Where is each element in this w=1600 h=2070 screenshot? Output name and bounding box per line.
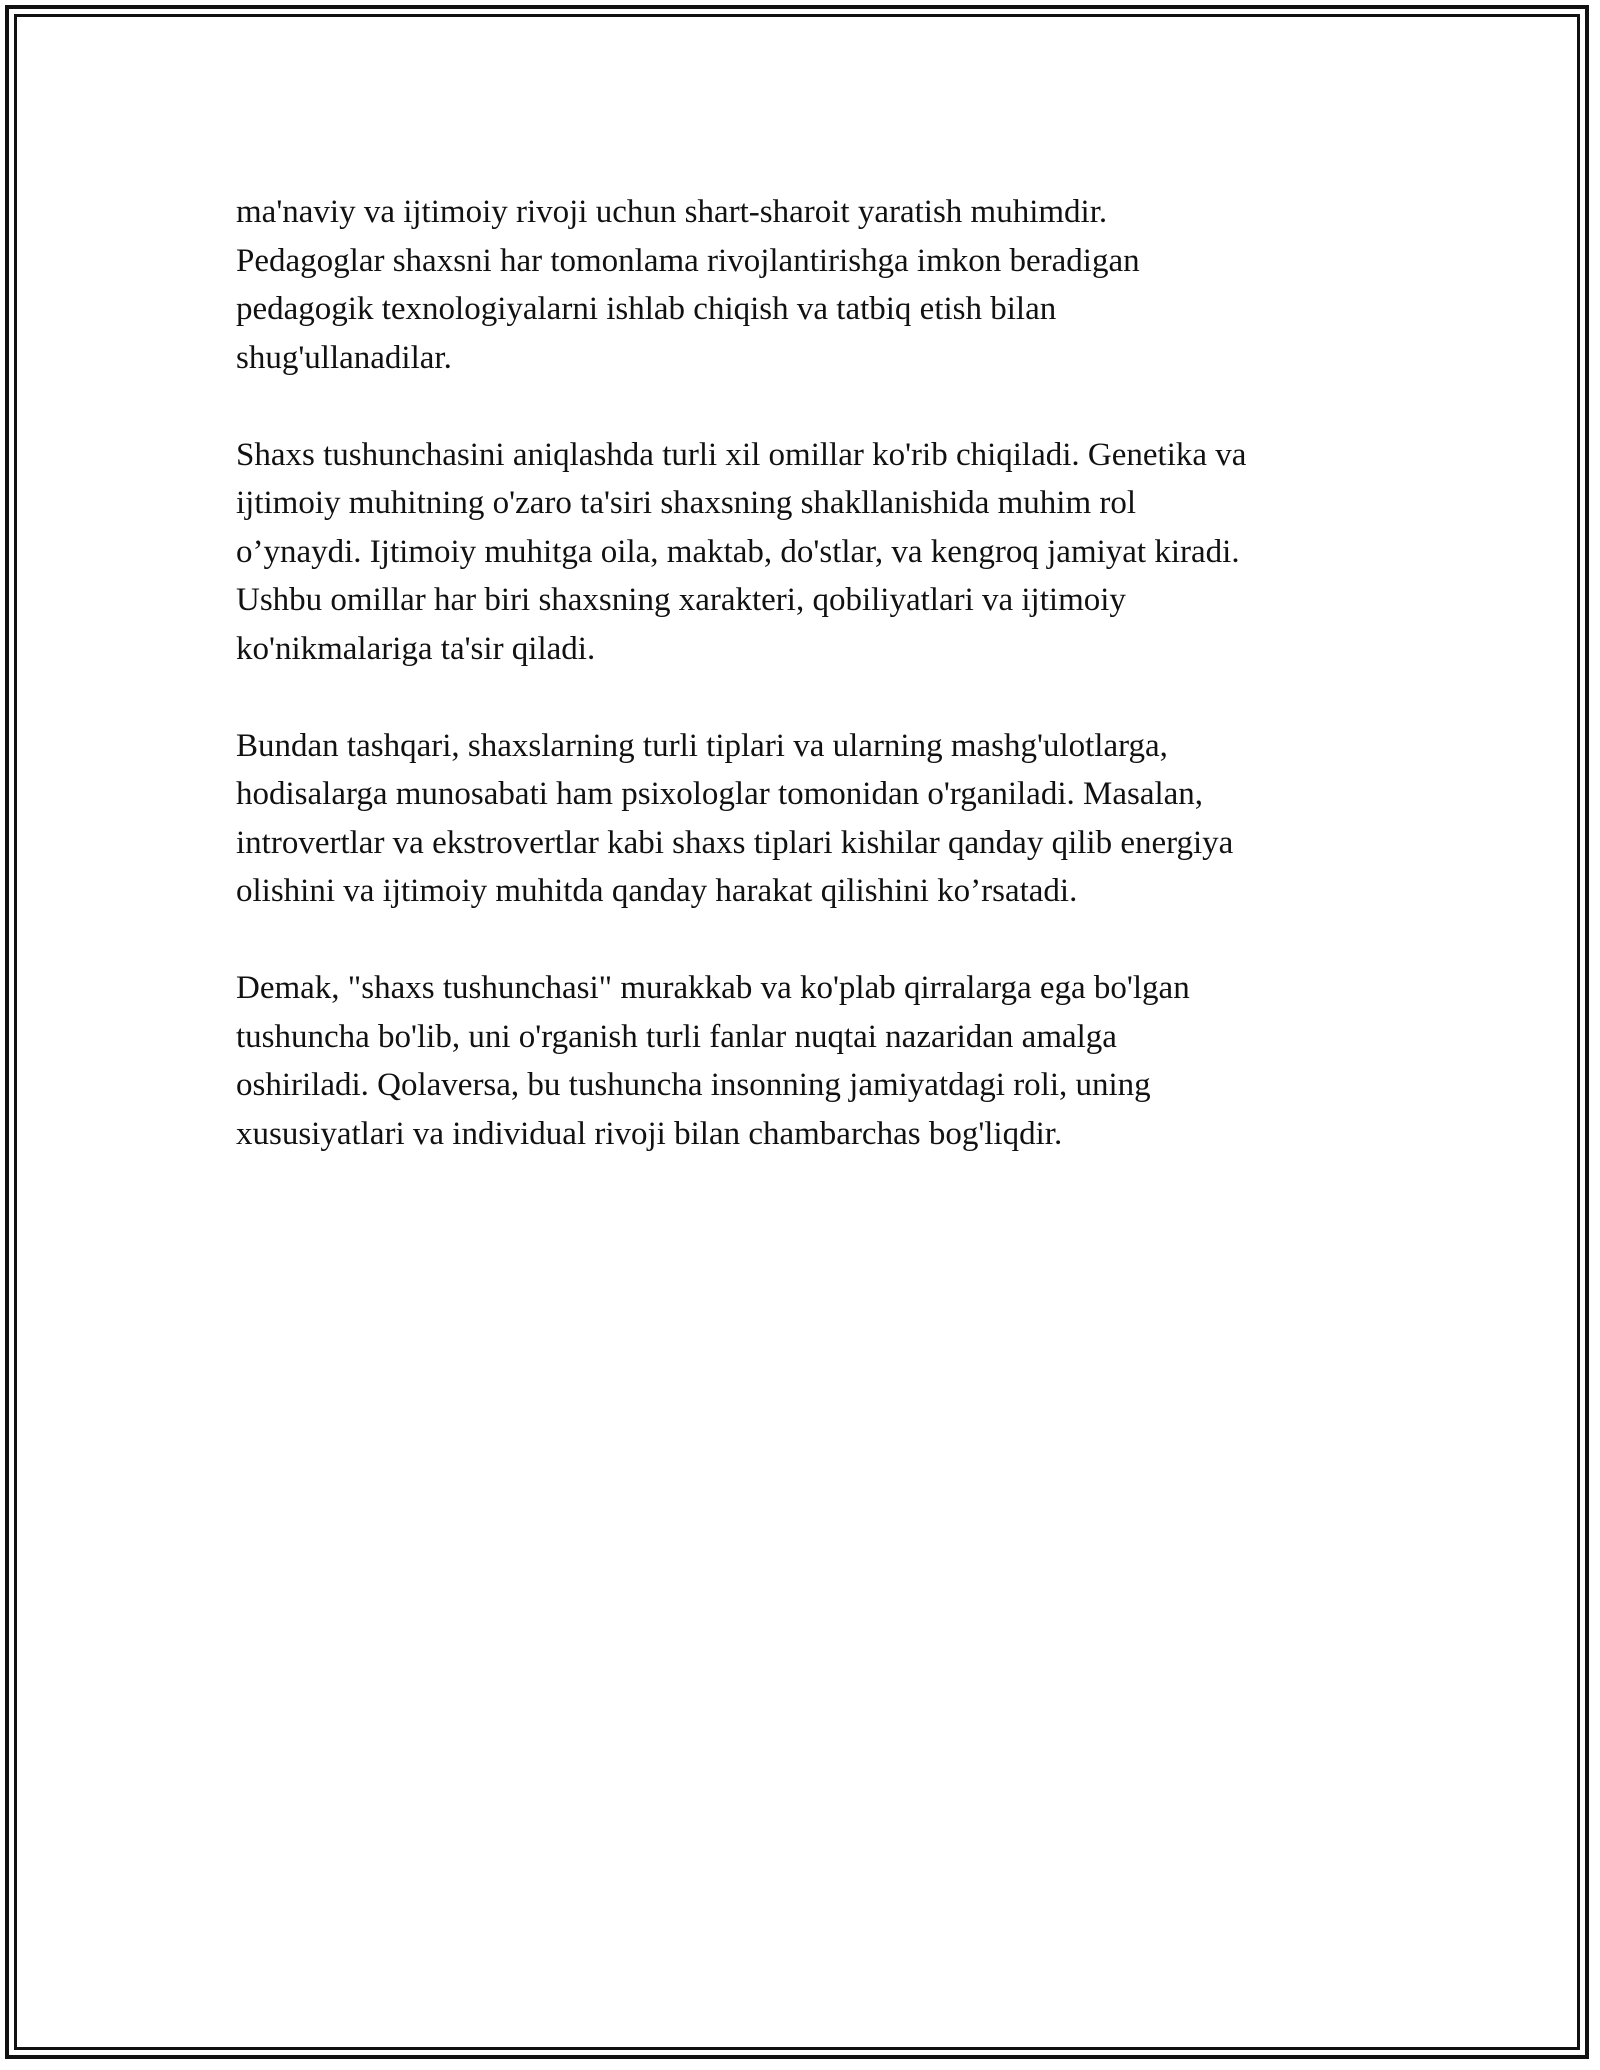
text-line: olishini va ijtimoiy muhitda qanday harakat qilishini ko’rsatadi. (236, 873, 1078, 909)
text-line: ma'naviy va ijtimoiy rivoji uchun shart-sharoit yaratish muhimdir. (236, 194, 1108, 230)
paragraph-3 (236, 722, 1386, 916)
text-line: o’ynaydi. Ijtimoiy muhitga oila, maktab, do'stlar, va kengroq jamiyat kiradi. (236, 533, 1240, 570)
text-line: Shaxs tushunchasini aniqlashda turli xil omillar ko'rib chiqiladi. Genetika va (236, 436, 1247, 473)
text-line: tushuncha bo'lib, uni o'rganish turli fanlar nuqtai nazaridan amalga (236, 1018, 1117, 1055)
text-line: Bundan tashqari, shaxslarning turli tiplari va ularning mashg'ulotlarga, (236, 727, 1168, 764)
text-line: ko'nikmalariga ta'sir qiladi. (236, 630, 596, 667)
text-line: pedagogik texnologiyalarni ishlab chiqish va tatbiq etish bilan (236, 291, 1057, 327)
text-line: xususiyatlari va individual rivoji bilan chambarchas bog'liqdir. (236, 1115, 1063, 1152)
text-line: introvertlar va ekstrovertlar kabi shaxs tiplari kishilar qanday qilib energiya (236, 824, 1234, 861)
paragraph-4 (236, 964, 1386, 1158)
text-line: Ushbu omillar har biri shaxsning xarakteri, qobiliyatlari va ijtimoiy (236, 582, 1126, 618)
document-body (236, 188, 1386, 1207)
text-line: Pedagoglar shaxsni har tomonlama rivojlantirishga imkon beradigan (236, 242, 1140, 279)
paragraph-1 (236, 188, 1386, 382)
text-line: hodisalarga munosabati ham psixologlar tomonidan o'rganiladi. Masalan, (236, 776, 1204, 812)
text-line: shug'ullanadilar. (236, 339, 452, 376)
text-line: oshiriladi. Qolaversa, bu tushuncha insonning jamiyatdagi roli, uning (236, 1067, 1151, 1103)
paragraph-2 (236, 431, 1386, 674)
text-line: Demak, "shaxs tushunchasi" murakkab va ko'plab qirralarga ega bo'lgan (236, 970, 1190, 1006)
text-line: ijtimoiy muhitning o'zaro ta'siri shaxsning shakllanishida muhim rol (236, 485, 1137, 521)
